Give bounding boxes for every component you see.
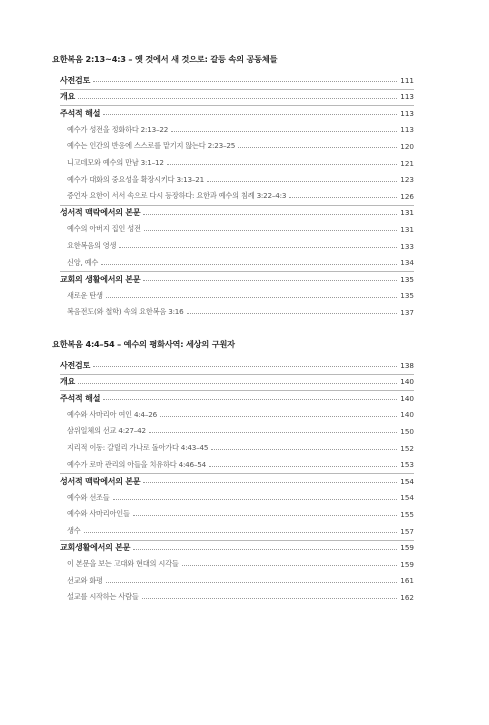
toc-heading-entry[interactable] [60, 541, 414, 555]
section-title: 요한복음 2:13~4:3 – 옛 것에서 새 것으로: 갈등 속의 공동체들 [52, 54, 278, 64]
toc-heading-entry[interactable] [60, 90, 414, 104]
toc-entry-label: 증언자 요한이 서서 속으로 다시 등장하다: 요한과 예수의 침례 3:22–4:3 [67, 191, 287, 201]
toc-entry-label: 예수와 선조들 [67, 492, 110, 502]
toc-page-number: 133 [400, 241, 414, 251]
toc-entry-label: 주석적 해설 [60, 108, 101, 118]
toc-page-number: 135 [400, 274, 414, 284]
dot-leader [103, 398, 397, 400]
toc-heading-entry[interactable] [60, 206, 414, 220]
dot-leader [93, 80, 397, 82]
toc-page-number: 134 [400, 258, 414, 268]
toc-page-number: 150 [400, 426, 414, 436]
dot-leader [143, 481, 397, 483]
toc-subentry[interactable] [67, 289, 414, 303]
toc-heading-entry[interactable] [60, 375, 414, 389]
dot-leader [78, 382, 397, 384]
dot-leader [142, 597, 398, 599]
toc-page-number: 131 [400, 224, 414, 234]
dot-leader [209, 465, 397, 467]
toc-page-number: 157 [400, 526, 414, 536]
dot-leader [187, 312, 398, 314]
toc-page-number: 113 [400, 125, 414, 135]
toc-page-number: 152 [400, 443, 414, 453]
toc-entry-label: 주석적 해설 [60, 393, 101, 403]
toc-page-number: 162 [400, 592, 414, 602]
toc-subentry[interactable] [67, 156, 414, 170]
toc-entry-label: 예수가 성전을 정화하다 2:13–22 [67, 124, 169, 134]
toc-page-number: 121 [400, 158, 414, 168]
toc-entry-label: 요한복음의 영생 [67, 241, 117, 250]
toc-page-number: 154 [400, 476, 414, 486]
dot-leader [78, 97, 397, 99]
dot-leader [182, 564, 398, 566]
toc-heading-entry[interactable] [60, 474, 414, 488]
toc-heading-entry[interactable] [60, 358, 414, 372]
toc-subentry[interactable] [67, 491, 414, 505]
dot-leader [93, 365, 397, 367]
dot-leader [289, 196, 397, 198]
section-title: 요한복음 4:4–54 – 예수의 평화사역: 세상의 구원자 [52, 339, 235, 349]
toc-subentry[interactable] [67, 557, 414, 571]
toc-subentry[interactable] [67, 424, 414, 438]
toc-entry-label: 성서적 맥락에서의 본문 [60, 208, 141, 218]
dot-leader [133, 548, 397, 550]
toc-page-number: 161 [400, 576, 414, 586]
toc-page-number: 154 [400, 493, 414, 503]
toc-subentry[interactable] [67, 507, 414, 521]
toc-entry-label: 성서적 맥락에서의 본문 [60, 476, 141, 486]
toc-entry-label: 예수가 로마 관리의 아들을 치유하다 4:46–54 [67, 459, 207, 469]
toc-page-number: 155 [400, 509, 414, 519]
toc-page-number: 120 [400, 141, 414, 151]
toc-subentry[interactable] [67, 305, 414, 319]
toc-entry-label: 새로운 탄생 [67, 290, 103, 300]
dot-leader [144, 229, 398, 231]
dot-leader [119, 246, 397, 248]
toc-page-number: 159 [400, 543, 414, 553]
toc-entry-label: 생수 [67, 526, 81, 535]
dot-leader [160, 415, 397, 417]
toc-entry-label: 교회의 생활에서의 본문 [60, 274, 141, 284]
toc-entry-label: 복음전도(와 철학) 속의 요한복음 3:16 [67, 307, 184, 317]
toc-subentry[interactable] [67, 139, 414, 153]
toc-page-number: 137 [400, 307, 414, 317]
toc-page-number: 159 [400, 559, 414, 569]
dot-leader [143, 279, 397, 281]
toc-entry-label: 삼위일체의 선교 4:27–42 [67, 426, 146, 436]
toc-heading-entry[interactable] [60, 73, 414, 87]
toc-page-number: 123 [400, 175, 414, 185]
toc-page-number: 140 [400, 410, 414, 420]
toc-entry-label: 이 본문을 보는 고대와 현대의 시각들 [67, 559, 179, 569]
toc-subentry[interactable] [67, 256, 414, 270]
dot-leader [238, 146, 397, 148]
toc-entry-label: 교회생활에서의 본문 [60, 543, 131, 553]
toc-entry-label: 지리적 이동: 갈릴리 가나로 돌아가다 4:43–45 [67, 443, 209, 452]
toc-page-number: 111 [400, 75, 414, 85]
dot-leader [167, 163, 397, 165]
dot-leader [149, 431, 397, 433]
toc-subentry[interactable] [67, 590, 414, 604]
toc-entry-label: 예수는 인간의 반응에 스스로를 맡기지 않는다 2:23–25 [67, 141, 236, 151]
dot-leader [207, 180, 397, 182]
toc-page-number: 126 [400, 191, 414, 201]
dot-leader [211, 448, 397, 450]
toc-subentry[interactable] [67, 574, 414, 588]
toc-page-number: 113 [400, 92, 414, 102]
toc-entry-label: 예수가 대화의 중요성을 확장시키다 3:13–21 [67, 174, 204, 184]
toc-page-number: 135 [400, 291, 414, 301]
toc-page-number: 131 [400, 208, 414, 218]
toc-entry-label: 사전검토 [60, 360, 91, 370]
dot-leader [106, 581, 397, 583]
toc-subentry[interactable] [67, 173, 414, 187]
dot-leader [133, 514, 398, 516]
toc-subentry[interactable] [67, 189, 414, 203]
toc-entry-label: 설교를 시작하는 사람들 [67, 592, 139, 602]
toc-subentry[interactable] [67, 408, 414, 422]
toc-entry-label: 사전검토 [60, 75, 91, 85]
toc-entry-label: 예수의 아버지 집인 성전 [67, 224, 141, 234]
dot-leader [143, 213, 397, 215]
dot-leader [101, 263, 397, 265]
toc-page-number: 138 [400, 360, 414, 370]
dot-leader [103, 113, 397, 115]
toc-entry-label: 선교와 화평 [67, 575, 103, 585]
toc-subentry[interactable] [67, 458, 414, 472]
toc-heading-entry[interactable] [60, 272, 414, 286]
toc-subentry[interactable] [67, 524, 414, 538]
toc-entry-label: 개요 [60, 92, 76, 102]
dot-leader [106, 296, 397, 298]
toc-subentry[interactable] [67, 222, 414, 236]
toc-subentry[interactable] [67, 123, 414, 137]
toc-entry-label: 개요 [60, 377, 76, 387]
toc-page-number: 153 [400, 460, 414, 470]
toc-heading-entry[interactable] [60, 106, 414, 120]
toc-page-number: 140 [400, 393, 414, 403]
dot-leader [171, 130, 397, 132]
toc-entry-label: 니고데모와 예수의 만남 3:1–12 [67, 158, 164, 167]
dot-leader [113, 498, 398, 500]
toc-page-number: 140 [400, 377, 414, 387]
toc-page-number: 113 [400, 108, 414, 118]
toc-entry-label: 예수와 사마리아인들 [67, 509, 130, 519]
dot-leader [84, 531, 398, 533]
toc-subentry[interactable] [67, 441, 414, 455]
toc-heading-entry[interactable] [60, 391, 414, 405]
toc-subentry[interactable] [67, 239, 414, 253]
toc-entry-label: 신앙, 예수 [67, 257, 99, 267]
toc-entry-label: 예수와 사마리아 여인 4:4–26 [67, 409, 158, 419]
